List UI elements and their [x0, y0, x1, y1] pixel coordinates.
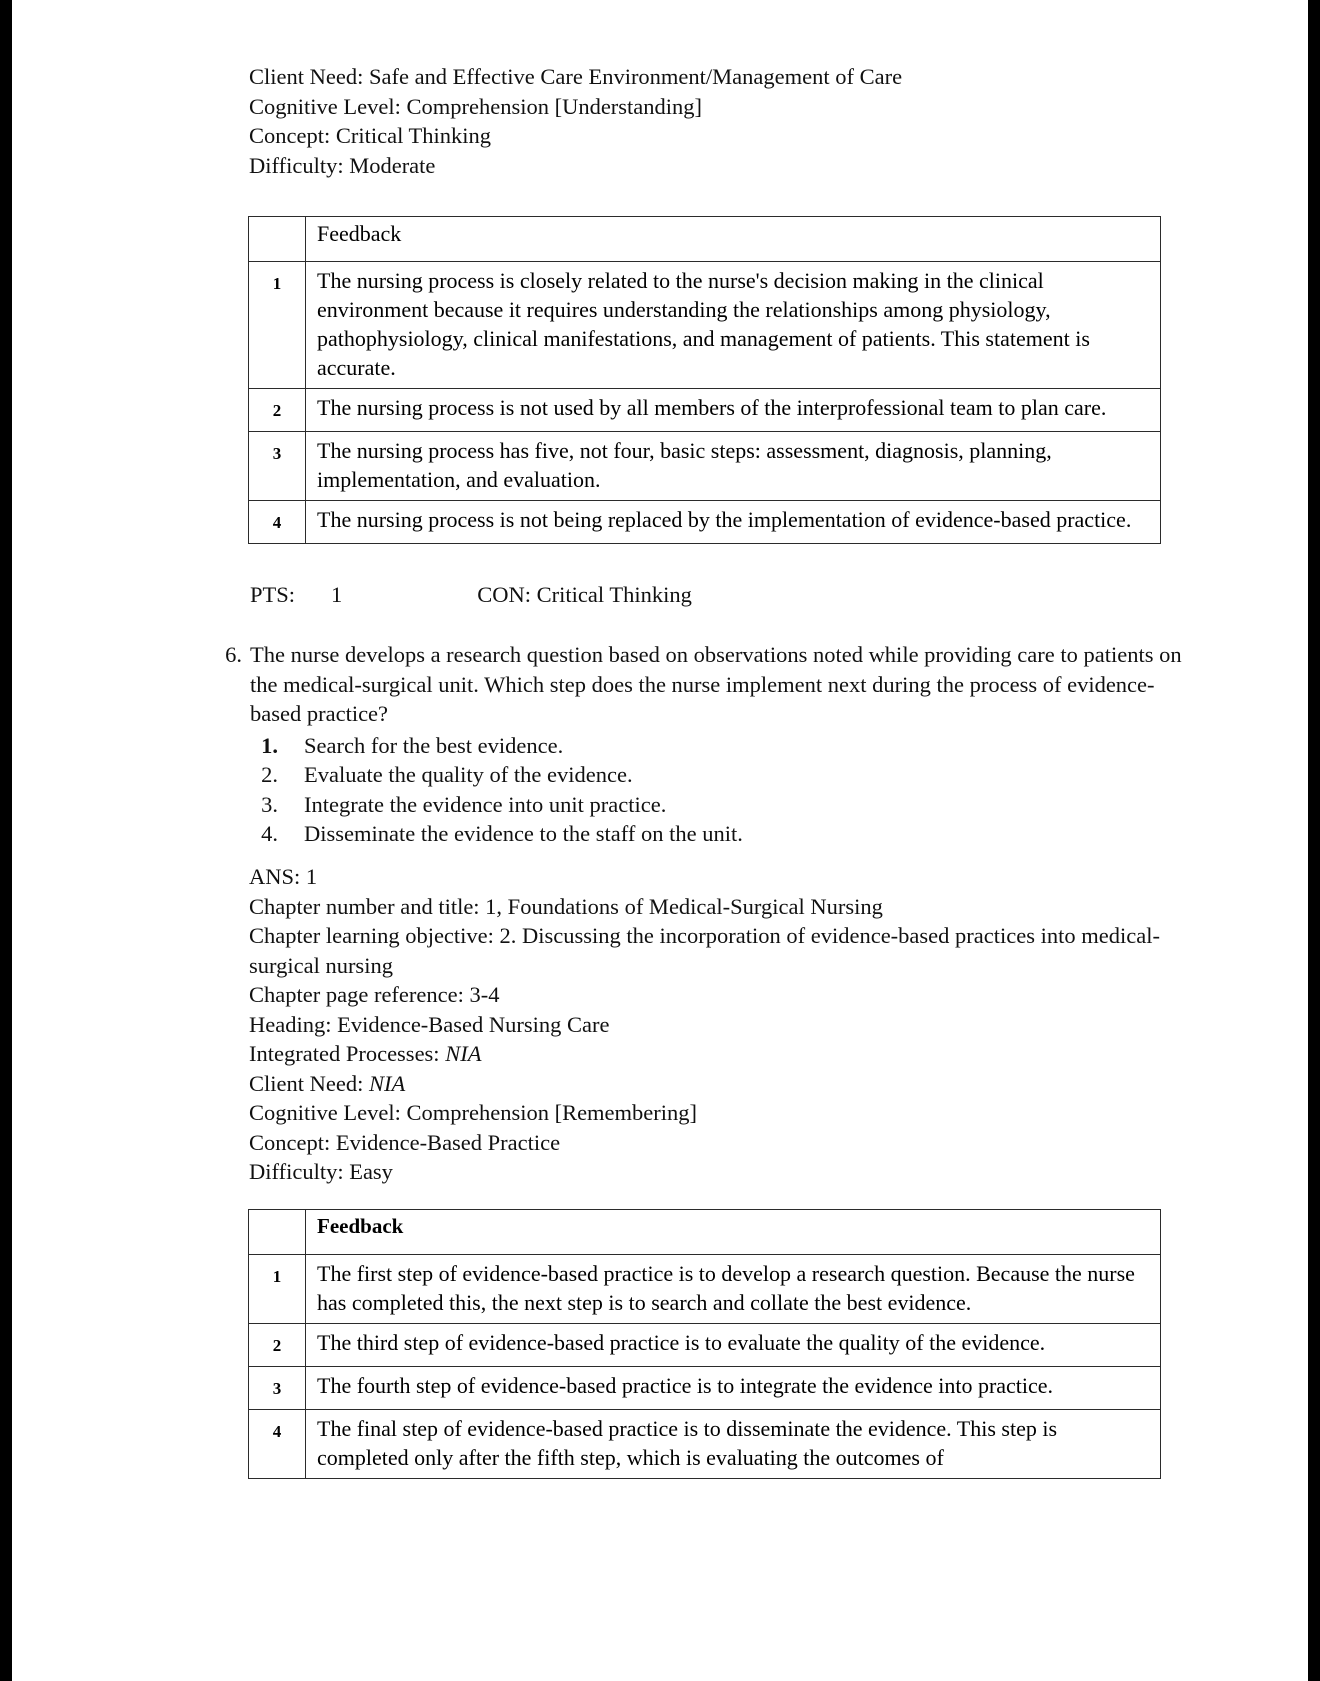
option-number: 1.: [261, 732, 278, 758]
feedback-header-label: Feedback: [306, 1210, 1161, 1255]
question-stem: The nurse develops a research question based on observations noted while providing care to patients on the medical-surgical unit. Which step does the nurse implement next during the process of evidence-based practice?: [250, 642, 1182, 726]
option-text: Search for the best evidence.: [304, 732, 564, 758]
feedback-header-label: Feedback: [306, 217, 1161, 262]
concept-line: Concept: Evidence-Based Practice: [249, 1129, 561, 1155]
row-feedback-text: The nursing process is not being replaced by the implementation of evidence-based practice.: [306, 501, 1161, 544]
row-feedback-text: The final step of evidence-based practice is to disseminate the evidence. This step is completed only after the fifth step, which is evaluating the outcomes of: [306, 1410, 1161, 1479]
option-number: 2.: [261, 762, 278, 787]
metadata-line: Concept: Critical Thinking: [249, 123, 492, 148]
row-number: 1: [249, 1255, 306, 1324]
row-number: 2: [249, 1324, 306, 1367]
table-row: [249, 432, 1161, 501]
question-6: [208, 640, 1188, 849]
option-number: 3.: [261, 791, 278, 817]
row-feedback-text: The nursing process is closely related to the nurse's decision making in the clinical environment because it requires understanding the relationships among physiology, pathophysiology, clinical manifestations, and management of patients. This statement is accurate.: [306, 262, 1161, 389]
difficulty-line: Difficulty: Easy: [249, 1159, 393, 1184]
row-feedback-text: The nursing process has five, not four, basic steps: assessment, diagnosis, planning, implementation, and evaluation.: [306, 432, 1161, 501]
integrated-processes-line: Integrated Processes: NIA: [249, 1041, 482, 1066]
row-number: 3: [249, 1367, 306, 1410]
integrated-processes-value: NIA: [445, 1041, 482, 1066]
option-text: Integrate the evidence into unit practice.: [304, 791, 667, 817]
client-need-line: Client Need: NIA: [249, 1070, 406, 1096]
table-row: [249, 389, 1161, 432]
option-4[interactable]: [250, 819, 1188, 849]
row-number: 1: [249, 262, 306, 389]
header-blank-cell: [249, 1210, 306, 1255]
option-1[interactable]: [250, 731, 1188, 761]
question-number: 6.: [225, 642, 242, 667]
table-row: [249, 1410, 1161, 1479]
table-header-row: [249, 217, 1161, 262]
question-5-metadata: [249, 62, 1149, 180]
concept-label: CON: Critical Thinking: [477, 582, 692, 607]
chapter-page-reference-line: Chapter page reference: 3-4: [249, 982, 500, 1007]
chapter-number-title-line: Chapter number and title: 1, Foundations of Medical-Surgical Nursing: [249, 893, 883, 919]
row-number: 3: [249, 432, 306, 501]
option-3[interactable]: [250, 790, 1188, 820]
row-number: 4: [249, 501, 306, 544]
option-text: Disseminate the evidence to the staff on the unit.: [304, 821, 743, 846]
header-blank-cell: [249, 217, 306, 262]
answer-line: ANS: 1: [249, 864, 318, 889]
table-header-row: [249, 1210, 1161, 1255]
points-line: [250, 580, 950, 610]
metadata-line: Cognitive Level: Comprehension [Understanding]: [249, 93, 703, 119]
chapter-learning-objective-line: Chapter learning objective: 2. Discussing the incorporation of evidence-based practices into medical-surgical nursing: [249, 923, 1160, 978]
table-row: [249, 501, 1161, 544]
feedback-table-2: [248, 1209, 1161, 1479]
row-feedback-text: The first step of evidence-based practice is to develop a research question. Because the nurse has completed this, the next step is to search and collate the best evidence.: [306, 1255, 1161, 1324]
table-row: [249, 1367, 1161, 1410]
cognitive-level-line: Cognitive Level: Comprehension [Remembering]: [249, 1100, 698, 1125]
heading-line: Heading: Evidence-Based Nursing Care: [249, 1011, 610, 1037]
row-number: 2: [249, 389, 306, 432]
metadata-line: Client Need: Safe and Effective Care Environment/Management of Care: [249, 64, 903, 89]
option-text: Evaluate the quality of the evidence.: [304, 762, 633, 787]
table-row: [249, 1255, 1161, 1324]
option-2[interactable]: [250, 760, 1188, 790]
option-number: 4.: [261, 821, 278, 846]
row-number: 4: [249, 1410, 306, 1479]
pts-value: 1: [331, 582, 343, 607]
question-options: [250, 731, 1188, 849]
table-row: [249, 262, 1161, 389]
table-row: [249, 1324, 1161, 1367]
row-feedback-text: The fourth step of evidence-based practice is to integrate the evidence into practice.: [306, 1367, 1161, 1410]
client-need-value: NIA: [368, 1070, 406, 1096]
row-feedback-text: The nursing process is not used by all members of the interprofessional team to plan care.: [306, 389, 1161, 432]
row-feedback-text: The third step of evidence-based practice is to evaluate the quality of the evidence.: [306, 1324, 1161, 1367]
question-6-answer-metadata: [249, 862, 1179, 1187]
metadata-line: Difficulty: Moderate: [249, 152, 436, 178]
pts-label: PTS:: [250, 582, 296, 607]
feedback-table-1: [248, 216, 1161, 544]
